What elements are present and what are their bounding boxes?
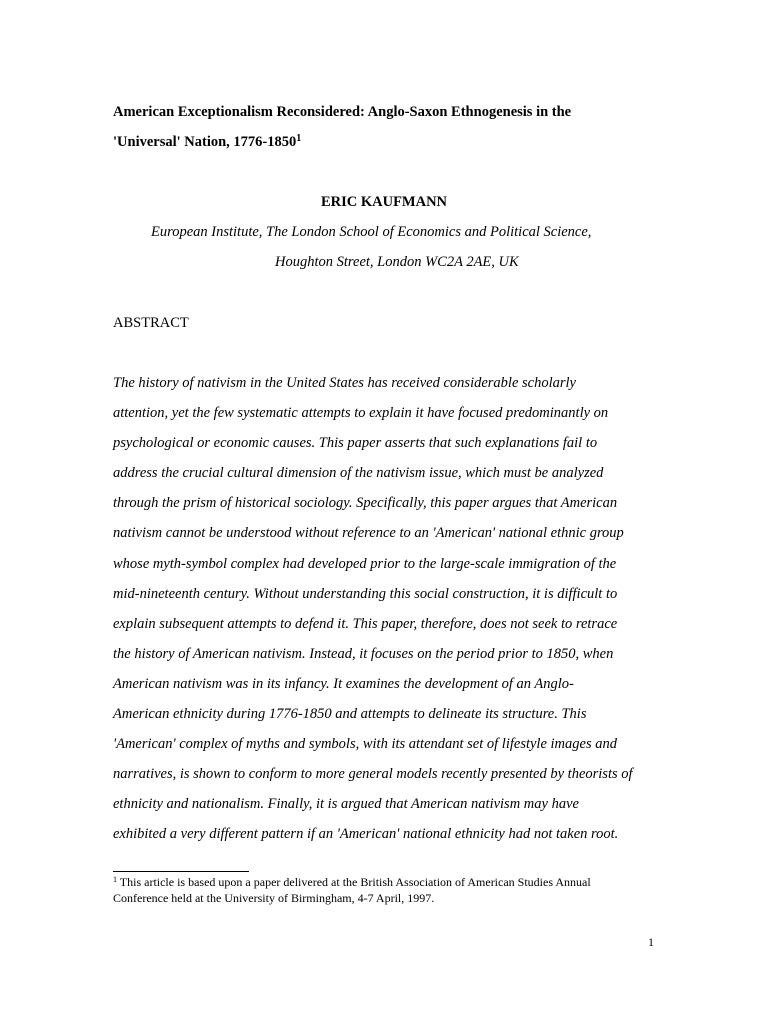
footnote-text-1: This article is based upon a paper delivered at the British Association of American Studies Annual [117, 875, 591, 889]
abstract-line: American ethnicity during 1776-1850 and attempts to delineate its structure. This [113, 706, 587, 723]
abstract-line: ethnicity and nationalism. Finally, it is argued that American nativism may have [113, 796, 579, 813]
footnote-line-2: Conference held at the University of Birmingham, 4-7 April, 1997. [113, 891, 435, 905]
abstract-line: mid-nineteenth century. Without understanding this social construction, it is difficult to [113, 585, 618, 602]
title-text-2: 'Universal' Nation, 1776-1850 [113, 134, 297, 150]
author-name: ERIC KAUFMANN [320, 194, 448, 210]
footnote-marker: 1 [113, 875, 117, 884]
abstract-line: 'American' complex of myths and symbols, with its attendant set of lifestyle images and [113, 736, 617, 753]
page-number: 1 [648, 935, 654, 949]
affiliation-line-1: European Institute, The London School of Economics and Political Science, [151, 224, 592, 240]
title-text-1: American Exceptionalism Reconsidered: Anglo-Saxon Ethnogenesis in the [113, 104, 572, 120]
abstract-line: American nativism was in its infancy. It examines the development of an Anglo- [113, 675, 574, 692]
abstract-line: attention, yet the few systematic attempts to explain it have focused predominantly on [113, 405, 609, 422]
affiliation-line-2: Houghton Street, London WC2A 2AE, UK [275, 254, 519, 270]
abstract-heading: ABSTRACT [113, 315, 189, 331]
title-footnote-marker[interactable]: 1 [296, 133, 302, 144]
abstract-line: narratives, is shown to conform to more general models recently presented by theorists of [113, 766, 633, 783]
abstract-line: psychological or economic causes. This paper asserts that such explanations fail to [113, 435, 598, 452]
footnote [113, 874, 673, 906]
abstract-line: exhibited a very different pattern if an 'American' national ethnicity had not taken root. [113, 826, 619, 843]
abstract-line: explain subsequent attempts to defend it. This paper, therefore, does not seek to retrace [113, 615, 618, 632]
abstract-line: through the prism of historical sociology. Specifically, this paper argues that American [113, 495, 618, 512]
abstract-line: the history of American nativism. Instead, it focuses on the period prior to 1850, when [113, 645, 614, 662]
abstract-line: The history of nativism in the United States has received considerable scholarly [113, 375, 576, 391]
abstract-line: nativism cannot be understood without reference to an 'American' national ethnic group [113, 525, 624, 542]
abstract-body [113, 368, 673, 850]
footnote-line-1 [113, 874, 673, 890]
footnote-separator [113, 871, 249, 872]
title-line-2 [113, 134, 301, 151]
title-line-1 [113, 104, 571, 121]
abstract-line: address the crucial cultural dimension of the nativism issue, which must be analyzed [113, 465, 604, 482]
abstract-line: whose myth-symbol complex had developed prior to the large-scale immigration of the [113, 555, 617, 572]
